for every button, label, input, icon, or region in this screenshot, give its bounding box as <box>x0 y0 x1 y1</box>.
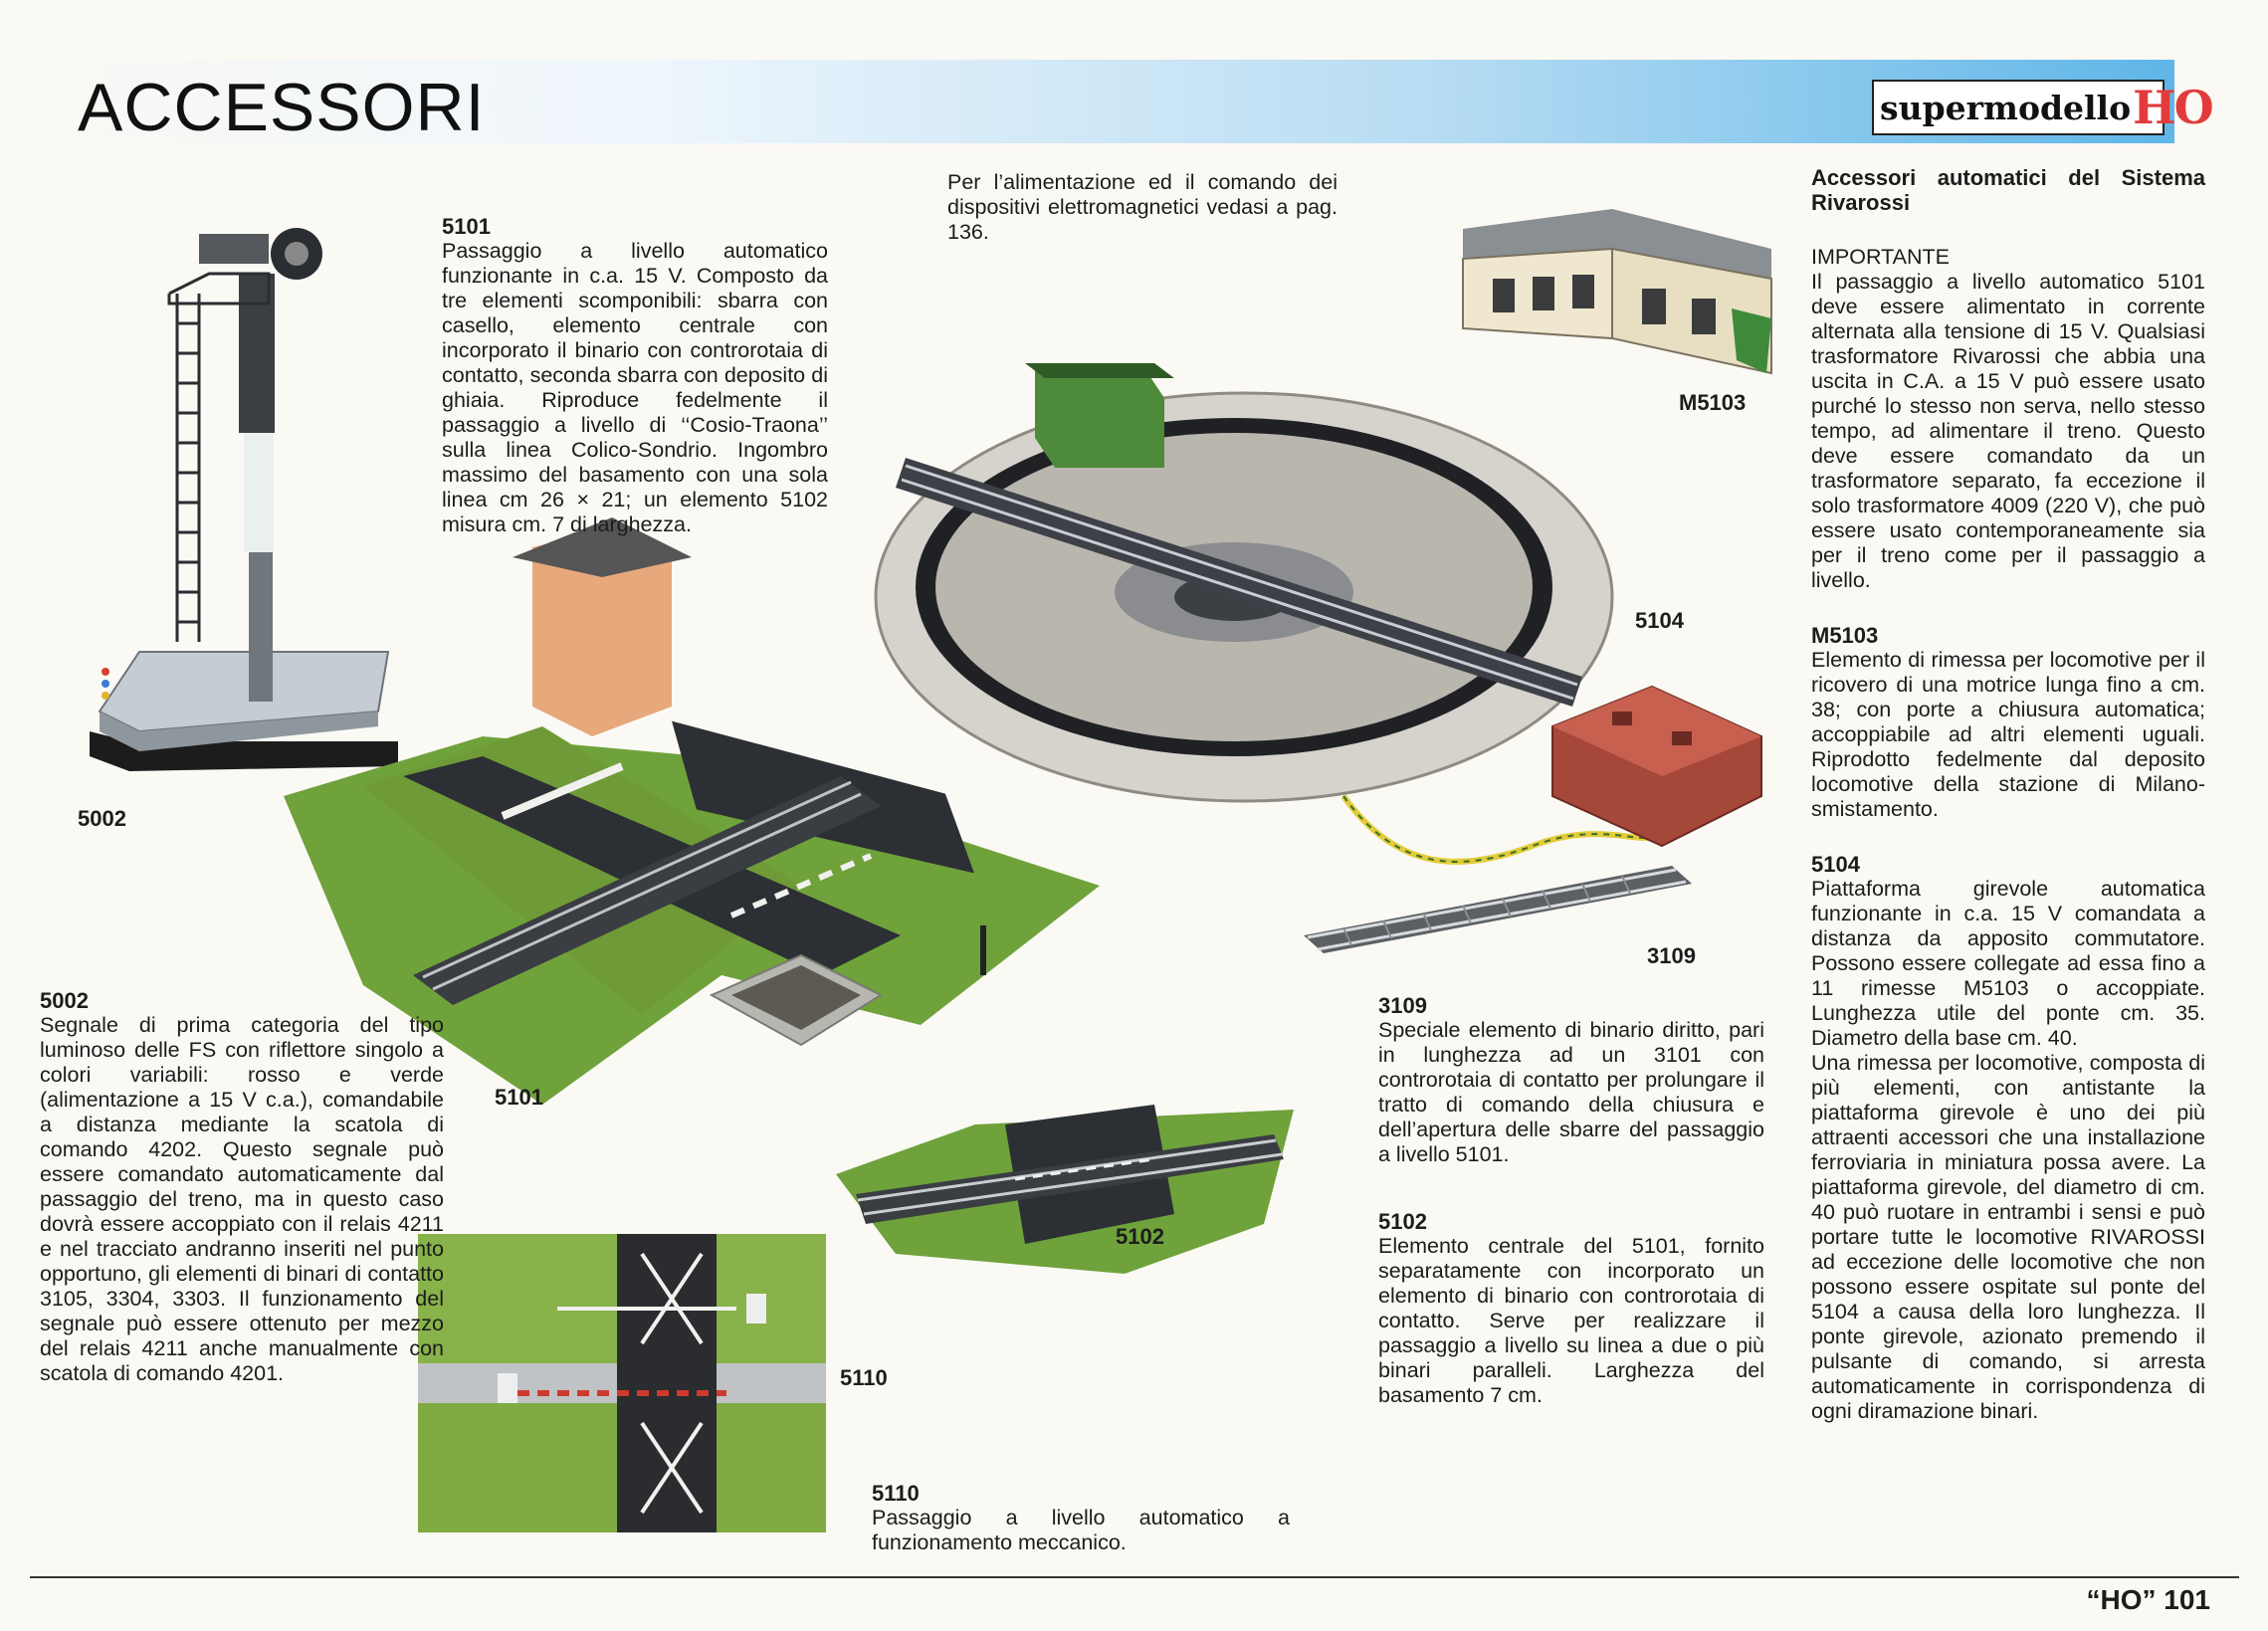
block-5101-text: Passaggio a livello automatico funzionante in c.a. 15 V. Composto da tre elementi scomponibili: sbarra con casello, elemento centrale con incorporato il binario con controrotaia di contatto, seconda sbarra con deposito di ghiaia. Riproduce fedelmente il passaggio a livello di ‘‘Cosio-Traona’’ sulla linea Colico-Sondrio. Ingombro massimo del basamento con una sola linea cm 26 × 21; un elemento 5102 misura cm. 7 di larghezza. <box>442 239 828 536</box>
mechanical-crossing-5110-illustration <box>408 1234 836 1532</box>
label-5104: 5104 <box>1635 608 1684 633</box>
footer-rule <box>30 1576 2239 1578</box>
right-5104-text-2: Una rimessa per locomotive, composta di più elementi, con antistante la piattaforma girevole è uno dei più attraenti accessori che una installazione ferroviaria in miniatura possa avere. La piattaforma girevole, del diametro di cm. 40 può ruotare in entrambi i sensi e può portare tutte le locomotive RIVAROSSI ad eccezione delle locomotive che non possono essere ospitate sul ponte del 5104 a causa della loro lunghezza. Il ponte girevole, azionato premendo il pulsante di comando, si arresta automaticamente in corrispondenza di ogni diramazione binari. <box>1811 1051 2205 1423</box>
brand-ho: HO <box>2133 81 2212 134</box>
brand-logo <box>1872 80 2212 135</box>
label-3109: 3109 <box>1647 943 1696 968</box>
important-text: Il passaggio a livello automatico 5101 deve essere alimentato in corrente alternata alla tensione di 15 V. Qualsiasi trasformatore Rivarossi che abbia una uscita in C.A. a 15 V può essere usato purché lo stesso non serva, nello stesso tempo, ad alimentare il treno. Questo deve essere comandato da un trasformatore separato, fa eccezione il solo trasformatore 4009 (220 V), che può essere usato contemporaneamente sia per il treno come per il passaggio a livello. <box>1811 270 2205 592</box>
right-heading: Accessori automatici del Sistema Rivarossi <box>1811 165 2205 215</box>
label-5101: 5101 <box>495 1085 543 1110</box>
power-note <box>947 170 1338 245</box>
label-5110: 5110 <box>840 1365 888 1390</box>
block-5002 <box>40 988 444 1386</box>
right-5104-code: 5104 <box>1811 852 1860 877</box>
block-3109-code: 3109 <box>1378 993 1427 1018</box>
block-5002-text: Segnale di prima categoria del tipo luminoso delle FS con riflettore singolo a colori variabili: rosso e verde (alimentazione a 15 V c.a.), comandabile a distanza mediante la scatola di comando 4202. Questo segnale può essere comandato automaticamente dal passaggio del treno, ma in questo caso dovrà essere accoppiato con il relais 4211 e nel tracciato andranno inseriti nel punto opportuno, gli elementi di binari di contatto 3105, 3304, 3303. Il funzionamento del segnale può essere ottenuto per mezzo del relais 4211 anche manualmente con scatola di comando 4201. <box>40 1013 444 1385</box>
power-note-text: Per l’alimentazione ed il comando dei dispositivi elettromagnetici vedasi a pag. 136. <box>947 170 1338 244</box>
crossing-element-5102-illustration <box>836 1065 1294 1279</box>
block-5102-code: 5102 <box>1378 1209 1427 1234</box>
block-5110 <box>872 1481 1290 1555</box>
block-5101-code: 5101 <box>442 214 491 239</box>
page-title: ACCESSORI <box>78 70 486 145</box>
block-5110-text: Passaggio a livello automatico a funzionamento meccanico. <box>872 1506 1290 1554</box>
right-column <box>1811 165 2205 1424</box>
page-number: “HO” 101 <box>2086 1584 2210 1615</box>
engine-shed-m5103-illustration <box>1453 189 1781 378</box>
right-m5103-code: M5103 <box>1811 623 1879 648</box>
label-m5103: M5103 <box>1679 390 1747 415</box>
control-box-illustration <box>1334 677 1771 896</box>
block-5110-code: 5110 <box>872 1481 920 1506</box>
block-3109-text: Speciale elemento di binario diritto, pari in lunghezza ad un 3101 con controrotaia di contatto per prolungare il tratto di comando della chiusura e dell’apertura delle sbarre del passaggio a livello 5101. <box>1378 1018 1764 1166</box>
block-3109 <box>1378 993 1764 1167</box>
block-5102 <box>1378 1209 1764 1408</box>
label-5102: 5102 <box>1116 1224 1164 1249</box>
right-5104-text: Piattaforma girevole automatica funzionante in c.a. 15 V comandata a distanza da apposito commutatore. Possono essere collegate ad essa fino a 11 rimesse M5103 o accoppiate. Lunghezza utile del ponte cm. 35. Diametro della base cm. 40. <box>1811 877 2205 1050</box>
block-5002-code: 5002 <box>40 988 89 1013</box>
track-3109-illustration <box>1304 866 1692 955</box>
important-label: IMPORTANTE <box>1811 245 1950 269</box>
brand-word: supermodello <box>1880 88 2132 127</box>
label-5002: 5002 <box>78 806 126 831</box>
block-5101 <box>442 214 828 537</box>
block-5102-text: Elemento centrale del 5101, fornito separatamente con incorporato un elemento di binario con controrotaia di contatto. Serve per realizzare il passaggio a livello su linea a due o più binari paralleli. Larghezza del basamento 7 cm. <box>1378 1234 1764 1407</box>
right-m5103-text: Elemento di rimessa per locomotive per il ricovero di una motrice lunga fino a cm. 38; con porte a chiusura automatica; accoppiabile ad altri elementi uguali. Riprodotto fedelmente dal deposito locomotive della stazione di Milano-smistamento. <box>1811 648 2205 821</box>
